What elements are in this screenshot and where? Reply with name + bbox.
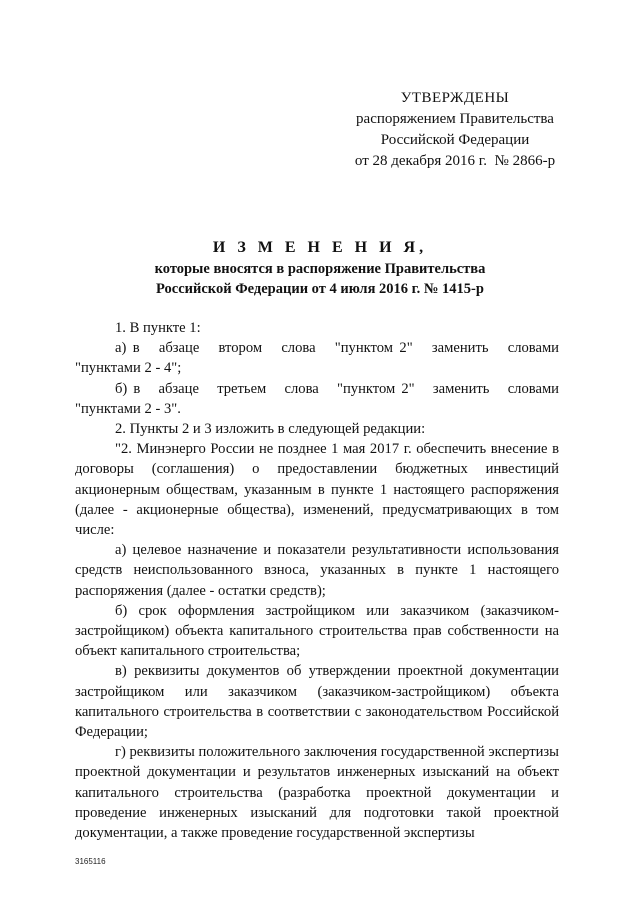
heading-subtitle-1: которые вносятся в распоряжение Правительства (154, 261, 486, 277)
paragraph-9: г) реквизиты положительного заключения государственной экспертизы проектной документации и результатов инженерных изысканий на объект капитального строительства (разработка проектной документации и проведение инженерных изысканий для подготовки такой проектной документации, а также проведение государственной экспертизы (75, 744, 559, 842)
heading-main: И З М Е Н Е Н И Я, (212, 239, 428, 256)
paragraph-8: в) реквизиты документов об утверждении проектной документации застройщиком или заказчиком (заказчиком-застройщиком) объекта капитального строительства в соответствии с законодательством Российской Федерации; (75, 663, 559, 741)
paragraph-7: б) срок оформления застройщиком или заказчиком (заказчиком-застройщиком) объекта капитального строительства прав собственности на объект капитального строительства; (75, 602, 559, 660)
approval-line-3: от 28 декабря 2016 г. № 2866-р (354, 153, 556, 169)
paragraph-5: "2. Минэнерго России не позднее 1 мая 2017 г. обеспечить внесение в договоры (соглашения) о предоставлении бюджетных инвестиций акционерным обществам, указанным в пункте 1 настоящего распоряжения (далее - акционерные общества), изменений, предусматривающих в том числе: (75, 441, 559, 539)
heading-subtitle-2: Российской Федерации от 4 июля 2016 г. № 1415-р (156, 281, 484, 297)
paragraph-3-line-2: "пунктами 2 - 3". (75, 400, 181, 417)
paragraph-3-line-1: б) в абзаце третьем слова "пунктом 2" заменить словами (115, 380, 559, 397)
approval-title: УТВЕРЖДЕНЫ (400, 90, 510, 106)
paragraph-6: а) целевое назначение и показатели результативности использования средств неиспользованного взноса, указанных в пункте 1 настоящего распоряжения (далее - остатки средств); (75, 542, 559, 599)
paragraph-1: 1. В пункте 1: (115, 320, 201, 336)
document-code: 3165116 (75, 857, 106, 866)
document-heading (0, 237, 640, 299)
approval-block (330, 88, 580, 172)
paragraph-2-line-2: "пунктами 2 - 4"; (75, 360, 182, 377)
approval-line-1: распоряжением Правительства (356, 111, 554, 127)
document-body (75, 318, 559, 843)
approval-line-2: Российской Федерации (380, 132, 530, 148)
paragraph-4: 2. Пункты 2 и 3 изложить в следующей редакции: (115, 421, 426, 438)
paragraph-2-line-1: а) в абзаце втором слова "пунктом 2" заменить словами (115, 340, 559, 357)
